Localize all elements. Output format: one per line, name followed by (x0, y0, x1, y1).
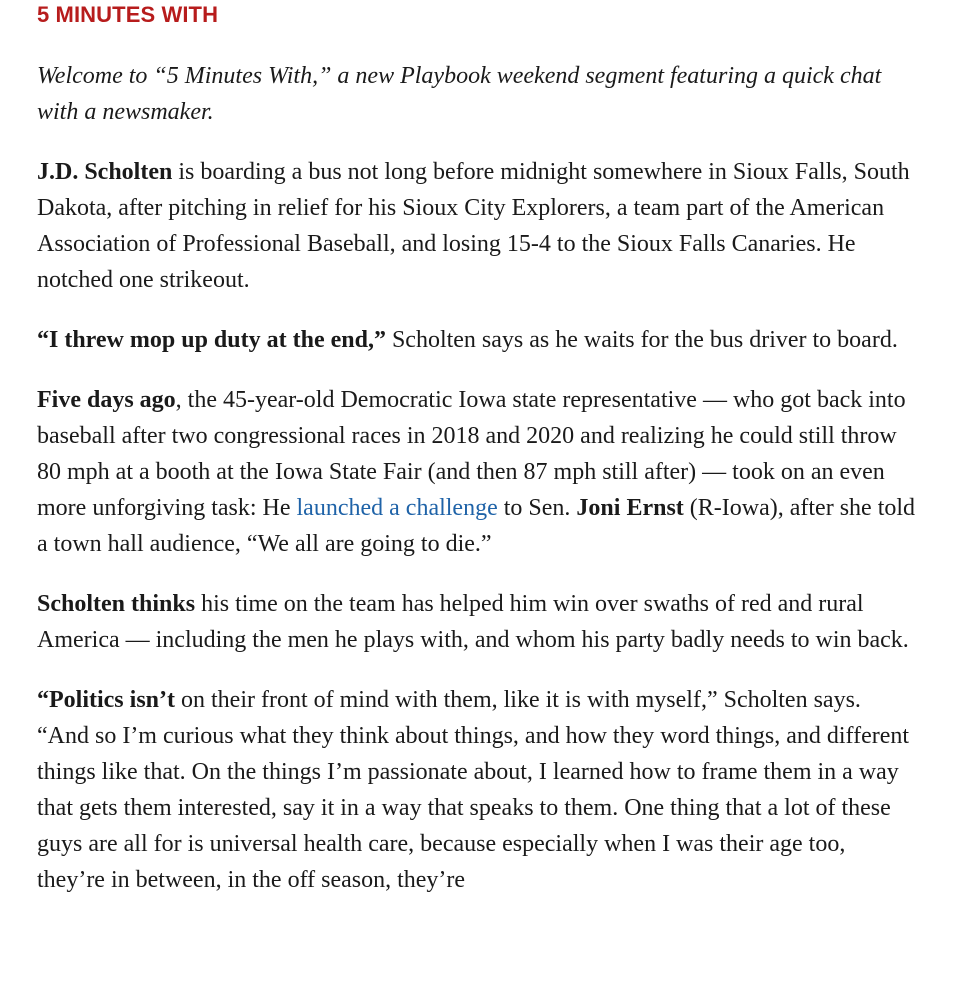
paragraph-3-text-end: (R-Iowa), after she told a town hall audience, “We all are going to die.” (37, 495, 916, 557)
paragraph-5-lead: “Politics isn’t (37, 687, 175, 713)
paragraph-3-bold-name: Joni Ernst (576, 495, 684, 521)
section-label: 5 MINUTES WITH (37, 2, 219, 27)
paragraph-1-text: is boarding a bus not long before midnight somewhere in Sioux Falls, South Dakota, after pitching in relief for his Sioux City Explorers, a team part of the American Association of Professional Baseball, and losing 15-4 to the Sioux Falls Canaries. He notched one strikeout. (37, 159, 910, 293)
paragraph-4-text: his time on the team has helped him win over swaths of red and rural America — including the men he plays with, and whom his party badly needs to win back. (37, 591, 909, 653)
intro-text: Welcome to “5 Minutes With,” a new Playbook weekend segment featuring a quick chat with a newsmaker. (37, 63, 882, 125)
challenge-link[interactable]: launched a challenge (296, 495, 498, 521)
paragraph-4-lead: Scholten thinks (37, 591, 196, 617)
paragraph-3 (37, 382, 917, 562)
paragraph-5 (37, 682, 917, 898)
paragraph-1 (37, 154, 917, 298)
paragraph-5-text: on their front of mind with them, like it is with myself,” Scholten says. “And so I’m curious what they think about things, and how they word things, and different things like that. On the things I’m passionate about, I learned how to frame them in a way that gets them interested, say it in a way that speaks to them. One thing that a lot of these guys are all for is universal health care, because especially when I was their age too, they’re in between, in the off season, they’re (37, 687, 910, 893)
paragraph-2-text: Scholten says as he waits for the bus driver to board. (385, 327, 898, 353)
paragraph-4 (37, 586, 917, 658)
paragraph-3-lead: Five days ago (37, 387, 176, 413)
paragraph-3-text-after-link: to Sen. (497, 495, 577, 521)
article-body (37, 0, 917, 898)
paragraph-2-lead: “I threw mop up duty at the end,” (37, 327, 386, 353)
paragraph-1-lead: J.D. Scholten (37, 159, 173, 185)
paragraph-3-text-before-link: , the 45-year-old Democratic Iowa state representative — who got back into baseball after two congressional races in 2018 and 2020 and realizing he could still throw 80 mph at a booth at the Iowa State Fair (and then 87 mph still after) — took on an even more unforgiving task: He (37, 387, 906, 521)
paragraph-2 (37, 322, 917, 358)
